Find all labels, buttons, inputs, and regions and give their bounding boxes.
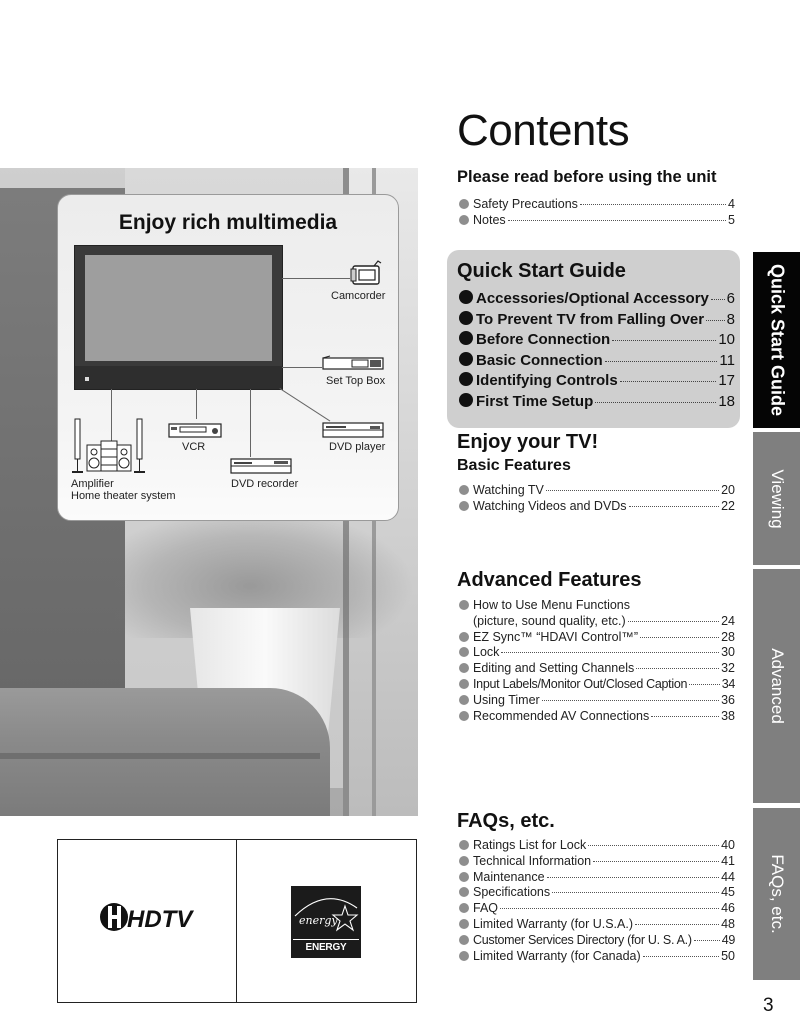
tab-label: FAQs, etc.	[767, 854, 787, 934]
vcr-icon	[168, 421, 222, 439]
camcorder-label: Camcorder	[331, 290, 386, 302]
toc-item-page: 41	[721, 853, 735, 868]
bullet-icon	[459, 903, 469, 913]
toc-read-first	[459, 197, 735, 229]
bullet-icon	[459, 331, 473, 345]
bullet-icon	[459, 919, 469, 929]
toc-item[interactable]	[459, 677, 735, 693]
toc-item[interactable]	[459, 392, 735, 413]
toc-item[interactable]	[459, 693, 735, 709]
toc-item-page: 36	[721, 692, 735, 707]
toc-item[interactable]	[459, 330, 735, 351]
leader-dots	[640, 637, 719, 638]
toc-item-page: 50	[721, 948, 735, 963]
connection-line	[250, 389, 251, 457]
toc-item[interactable]	[459, 483, 735, 499]
set-top-box-label: Set Top Box	[326, 375, 386, 387]
photo-sofa	[0, 688, 330, 816]
bullet-icon	[459, 872, 469, 882]
bullet-icon	[459, 647, 469, 657]
diagram-title: Enjoy rich multimedia	[118, 211, 338, 234]
section-subheading-basic: Basic Features	[457, 457, 571, 474]
toc-item-label: Accessories/Optional Accessory	[476, 290, 709, 307]
toc-item-label: Maintenance	[473, 869, 545, 884]
toc-item[interactable]	[459, 854, 735, 870]
energy-star-graphic	[291, 886, 361, 940]
toc-item[interactable]	[459, 351, 735, 372]
leader-dots	[635, 924, 719, 925]
leader-dots	[501, 652, 719, 653]
toc-item-label: Ratings List for Lock	[473, 838, 587, 852]
toc-item-label: Specifications	[473, 885, 551, 900]
energy-star-label: ENERGY STAR	[293, 939, 359, 956]
amplifier-label: Amplifier	[71, 478, 114, 490]
toc-item-label: EZ Sync™ “HDAVI Control™”	[473, 629, 639, 644]
toc-item-label: Technical Information	[473, 853, 592, 868]
toc-item-label: Editing and Setting Channels	[473, 661, 635, 676]
toc-item-page: 34	[721, 676, 735, 691]
connection-line	[279, 388, 330, 422]
toc-item-page: 49	[721, 932, 735, 947]
dvd-player-label: DVD player	[329, 441, 386, 453]
section-heading-advanced: Advanced Features	[457, 569, 642, 591]
bullet-icon	[459, 600, 469, 610]
multimedia-diagram-card	[57, 194, 399, 521]
toc-item-label: Watching Videos and DVDs	[473, 498, 627, 513]
toc-quick-start	[459, 289, 735, 413]
connection-line	[196, 389, 197, 419]
leader-dots	[595, 402, 716, 403]
toc-item-label: Watching TV	[473, 483, 544, 497]
toc-item-page: 38	[721, 708, 735, 723]
leader-dots	[605, 361, 718, 362]
leader-dots	[612, 340, 716, 341]
tv-power-led	[85, 377, 89, 381]
bullet-icon	[459, 632, 469, 642]
toc-item-page: 44	[721, 869, 735, 884]
leader-dots	[711, 299, 725, 300]
page-number: 3	[763, 995, 774, 1016]
leader-dots	[643, 956, 719, 957]
vcr-label: VCR	[182, 441, 206, 453]
toc-item[interactable]	[459, 630, 735, 646]
set-top-box-icon	[322, 355, 384, 371]
toc-item-label: Before Connection	[476, 331, 611, 349]
dvd-player-icon	[322, 421, 384, 439]
toc-item-label: Customer Services Directory (for U. S. A.)	[473, 932, 692, 947]
toc-item-continued[interactable]	[459, 614, 735, 630]
leader-dots	[500, 908, 719, 909]
tv-screen	[85, 255, 272, 361]
section-heading-read-first: Please read before using the unit	[457, 168, 717, 186]
leader-dots	[651, 716, 719, 717]
bullet-icon	[459, 711, 469, 721]
leader-dots	[593, 861, 719, 862]
toc-item-page: 40	[721, 838, 735, 852]
toc-item-page: 32	[721, 661, 735, 676]
bullet-icon	[459, 372, 473, 386]
toc-item[interactable]	[459, 709, 735, 725]
toc-item-page: 18	[718, 392, 735, 410]
hdtv-logo-icon	[100, 900, 196, 934]
toc-item[interactable]	[459, 917, 735, 933]
leader-dots	[588, 845, 719, 846]
leader-dots	[547, 877, 720, 878]
toc-item[interactable]	[459, 901, 735, 917]
toc-item[interactable]	[459, 885, 735, 901]
toc-item[interactable]	[459, 213, 735, 229]
toc-item-page: 48	[721, 916, 735, 931]
toc-item-page: 17	[718, 372, 735, 390]
tv-bezel	[75, 366, 282, 389]
tab-quick-start-guide[interactable]	[753, 252, 800, 428]
bullet-icon	[459, 215, 469, 225]
leader-dots	[546, 490, 719, 491]
tab-label: Viewing	[767, 468, 787, 529]
leader-dots	[689, 684, 720, 685]
bullet-icon	[459, 393, 473, 407]
toc-item-page: 22	[721, 498, 735, 513]
leader-dots	[628, 621, 719, 622]
tab-label: Quick Start Guide	[767, 263, 787, 417]
toc-item-page: 4	[728, 197, 735, 211]
toc-item[interactable]	[459, 289, 735, 310]
toc-basic-features	[459, 483, 735, 515]
toc-item-page: 20	[721, 483, 735, 497]
toc-item-label: Input Labels/Monitor Out/Closed Caption	[473, 676, 688, 691]
svg-text:HDTV: HDTV	[127, 906, 193, 933]
toc-item-page: 10	[718, 331, 735, 349]
leader-dots	[552, 892, 719, 893]
tab-label: Advanced	[767, 648, 787, 724]
toc-item-page: 24	[721, 613, 735, 628]
section-heading-quick-start: Quick Start Guide	[457, 260, 626, 282]
leader-dots	[620, 381, 717, 382]
toc-item[interactable]	[459, 645, 735, 661]
toc-item-label: Using Timer	[473, 692, 540, 707]
bullet-icon	[459, 663, 469, 673]
home-theater-icon	[70, 417, 150, 475]
bullet-icon	[459, 695, 469, 705]
toc-item-label: How to Use Menu Functions	[473, 598, 631, 612]
toc-item-label: First Time Setup	[476, 392, 594, 410]
tab-viewing[interactable]	[753, 432, 800, 565]
connection-line	[282, 278, 350, 279]
leader-dots	[636, 668, 719, 669]
toc-item-page: 30	[721, 645, 735, 660]
bullet-icon	[459, 199, 469, 209]
toc-item-page: 11	[719, 351, 735, 369]
tv-icon	[74, 245, 283, 390]
toc-item-label: Basic Connection	[476, 351, 603, 369]
leader-dots	[629, 506, 720, 507]
toc-item-label: To Prevent TV from Falling Over	[476, 310, 705, 328]
toc-item[interactable]	[459, 838, 735, 854]
toc-item-label: (picture, sound quality, etc.)	[473, 613, 626, 628]
toc-item-label: Limited Warranty (for U.S.A.)	[473, 916, 633, 931]
tab-faqs[interactable]	[753, 808, 800, 980]
bullet-icon	[459, 840, 469, 850]
toc-item-page: 8	[726, 310, 735, 328]
dvd-recorder-label: DVD recorder	[231, 478, 299, 490]
toc-item-label: Safety Precautions	[473, 197, 578, 211]
toc-item[interactable]	[459, 310, 735, 331]
bullet-icon	[459, 887, 469, 897]
bullet-icon	[459, 501, 469, 511]
home-theater-label: Home theater system	[71, 490, 176, 502]
leader-dots	[542, 700, 719, 701]
connection-line	[282, 367, 322, 368]
toc-item-label: Lock	[473, 645, 500, 660]
toc-item[interactable]	[459, 197, 735, 213]
toc-item-label: Recommended AV Connections	[473, 708, 650, 723]
photo-sofa-seam	[0, 753, 320, 759]
toc-item[interactable]	[459, 949, 735, 965]
toc-item-label: Notes	[473, 212, 506, 227]
toc-item[interactable]	[459, 933, 735, 949]
bullet-icon	[459, 856, 469, 866]
toc-advanced	[459, 598, 735, 724]
toc-item-page: 45	[721, 885, 735, 900]
toc-item-page: 28	[721, 629, 735, 644]
toc-item[interactable]	[459, 598, 735, 614]
leader-dots	[706, 320, 725, 321]
bullet-icon	[459, 679, 469, 689]
toc-item[interactable]	[459, 661, 735, 677]
svg-text:energy: energy	[299, 914, 338, 927]
certification-logos-box	[57, 839, 417, 1003]
logo-divider	[236, 840, 237, 1002]
energy-star-logo-icon	[291, 886, 361, 969]
bullet-icon	[459, 951, 469, 961]
section-heading-faqs: FAQs, etc.	[457, 810, 555, 832]
dvd-recorder-icon	[230, 457, 292, 475]
page-title: Contents	[457, 106, 630, 155]
toc-faqs	[459, 838, 735, 964]
toc-item-page: 6	[726, 290, 735, 307]
bullet-icon	[459, 290, 473, 304]
toc-item[interactable]	[459, 870, 735, 886]
leader-dots	[508, 220, 726, 221]
camcorder-icon	[350, 259, 382, 287]
toc-item[interactable]	[459, 499, 735, 515]
section-heading-enjoy: Enjoy your TV!	[457, 431, 599, 453]
toc-item-page: 46	[721, 901, 735, 916]
bullet-icon	[459, 352, 473, 366]
toc-item-label: Limited Warranty (for Canada)	[473, 948, 641, 963]
bullet-icon	[459, 935, 469, 945]
toc-item-page: 5	[728, 212, 735, 227]
bullet-icon	[459, 485, 469, 495]
toc-item-label: Identifying Controls	[476, 372, 618, 390]
bullet-icon	[459, 311, 473, 325]
tab-advanced[interactable]	[753, 569, 800, 803]
leader-dots	[580, 204, 726, 205]
leader-dots	[694, 940, 720, 941]
toc-item-label: FAQ	[473, 901, 499, 916]
toc-item[interactable]	[459, 371, 735, 392]
